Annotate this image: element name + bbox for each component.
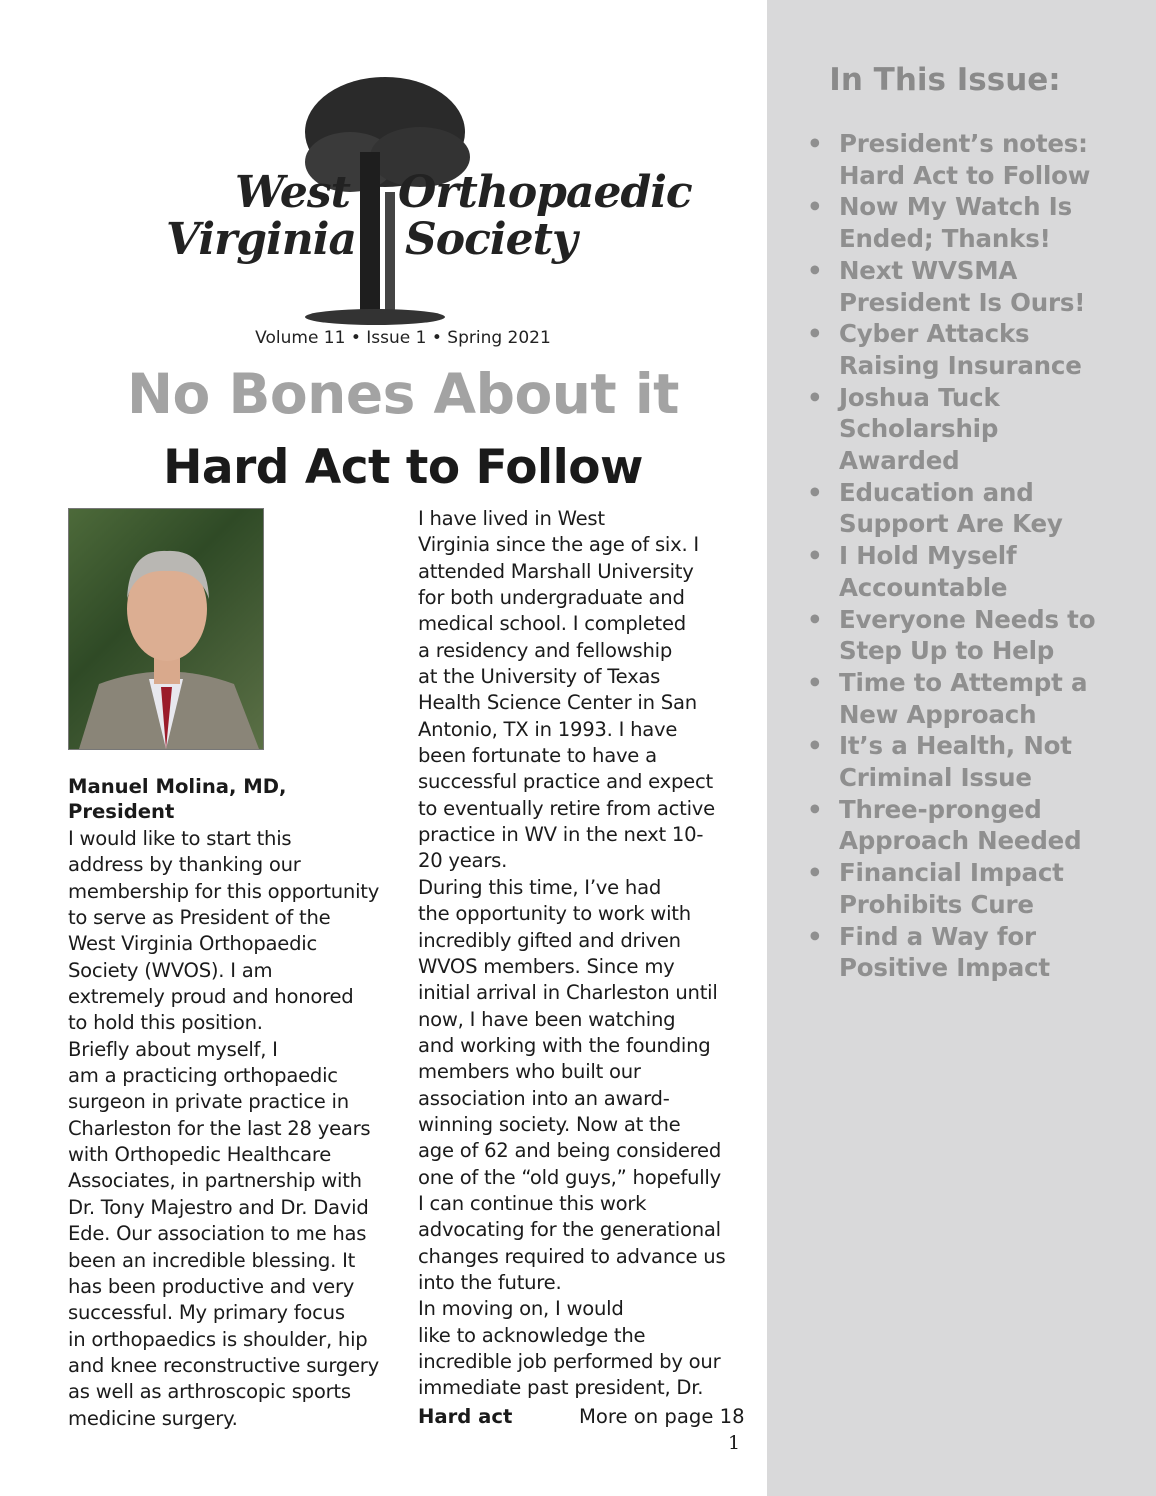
toc-item[interactable]: [805, 857, 1095, 920]
toc-item-label: Education and Support Are Key: [839, 477, 1063, 539]
toc-item-label: Three-pronged Approach Needed: [839, 794, 1082, 856]
toc-item-label: Financial Impact Prohibits Cure: [839, 858, 1064, 919]
article-headline: Hard Act to Follow: [163, 440, 643, 495]
toc-item[interactable]: [805, 191, 1095, 254]
bullet-icon: •: [807, 255, 823, 285]
toc-item-label: President’s notes: Hard Act to Follow: [839, 129, 1091, 190]
logo-word-orthopaedic: Orthopaedic: [398, 167, 692, 218]
toc-item[interactable]: [805, 382, 1095, 477]
toc-item[interactable]: [805, 255, 1095, 318]
toc-item[interactable]: [805, 667, 1095, 730]
toc-item-label: Time to Attempt a New Approach: [839, 667, 1088, 729]
bullet-icon: •: [807, 921, 823, 951]
toc-item[interactable]: [805, 477, 1095, 540]
toc-item[interactable]: [805, 730, 1095, 793]
toc-item-label: Find a Way for Positive Impact: [839, 921, 1050, 983]
bullet-icon: •: [807, 731, 823, 761]
toc-item[interactable]: [805, 128, 1095, 191]
toc-item-label: Everyone Needs to Step Up to Help: [839, 604, 1096, 666]
toc-item-label: Joshua Tuck Scholarship Awarded: [839, 382, 1000, 476]
bullet-icon: •: [807, 477, 823, 507]
table-of-contents: [805, 128, 1095, 984]
toc-item-label: Next WVSMA President Is Ours!: [839, 255, 1086, 317]
newsletter-title: No Bones About it: [127, 362, 679, 426]
author-photo: [68, 508, 264, 750]
toc-item-label: It’s a Health, Not Criminal Issue: [839, 731, 1072, 793]
society-logo: [160, 72, 692, 330]
bullet-icon: •: [807, 604, 823, 634]
bullet-icon: •: [807, 858, 823, 888]
bullet-icon: •: [807, 667, 823, 697]
bullet-icon: •: [807, 794, 823, 824]
continued-label: Hard act: [418, 1405, 513, 1428]
toc-item[interactable]: [805, 921, 1095, 984]
toc-item[interactable]: [805, 318, 1095, 381]
continued-page-link[interactable]: More on page 18: [579, 1405, 745, 1428]
toc-item-label: Cyber Attacks Raising Insurance: [839, 319, 1082, 380]
logo-word-west: West: [235, 167, 350, 218]
bullet-icon: •: [807, 192, 823, 222]
logo-word-virginia: Virginia: [166, 214, 356, 265]
toc-item-label: I Hold Myself Accountable: [839, 541, 1017, 602]
toc-item-label: Now My Watch Is Ended; Thanks!: [839, 192, 1072, 254]
toc-item[interactable]: [805, 794, 1095, 857]
in-this-issue-sidebar: [767, 0, 1156, 1496]
article-column-1: I would like to start this address by thanking our membership for this opportunity to serve as President of the West Virginia Orthopaedic Society (WVOS). I am extremely proud and honored to hold this position. Briefly about myself, I am a practicing orthopaedic surgeon in private practice in Charleston for the last 28 years with Orthopedic Healthcare Associates, in partnership with Dr. Tony Majestro and Dr. David Ede. Our association to me has been an incredible blessing. It has been productive and very successful. My primary focus in orthopaedics is shoulder, hip and knee reconstructive surgery as well as arthroscopic sports medicine surgery.: [68, 827, 380, 1430]
issue-line: Volume 11 • Issue 1 • Spring 2021: [255, 328, 551, 348]
bullet-icon: •: [807, 541, 823, 571]
page-number: 1: [728, 1432, 741, 1454]
article-column-2: I have lived in West Virginia since the age of six. I attended Marshall University for both undergraduate and medical school. I completed a residency and fellowship at the University of Texas Health Science Center in San Antonio, TX in 1993. I have been fortunate to have a successful practice and expect to eventually retire from active practice in WV in the next 10- 20 years. During this time, I’ve had the opportunity to work with incredibly gifted and driven WVOS members. Since my initial arrival in Charleston until now, I have been watching and working with the founding members who built our association into an award- winning society. Now at the age of 62 and being considered one of the “old guys,” hopefully I can continue this work advocating for the generational changes required to advance us into the future. In moving on, I would like to acknowledge the incredible job performed by our immediate past president, Dr.: [418, 507, 726, 1400]
logo-word-society: Society: [405, 214, 577, 265]
toc-item[interactable]: [805, 540, 1095, 603]
toc-item[interactable]: [805, 604, 1095, 667]
bullet-icon: •: [807, 129, 823, 158]
sidebar-title: In This Issue:: [829, 62, 1061, 98]
author-byline: Manuel Molina, MD, President: [68, 775, 287, 823]
bullet-icon: •: [807, 382, 823, 412]
bullet-icon: •: [807, 319, 823, 349]
